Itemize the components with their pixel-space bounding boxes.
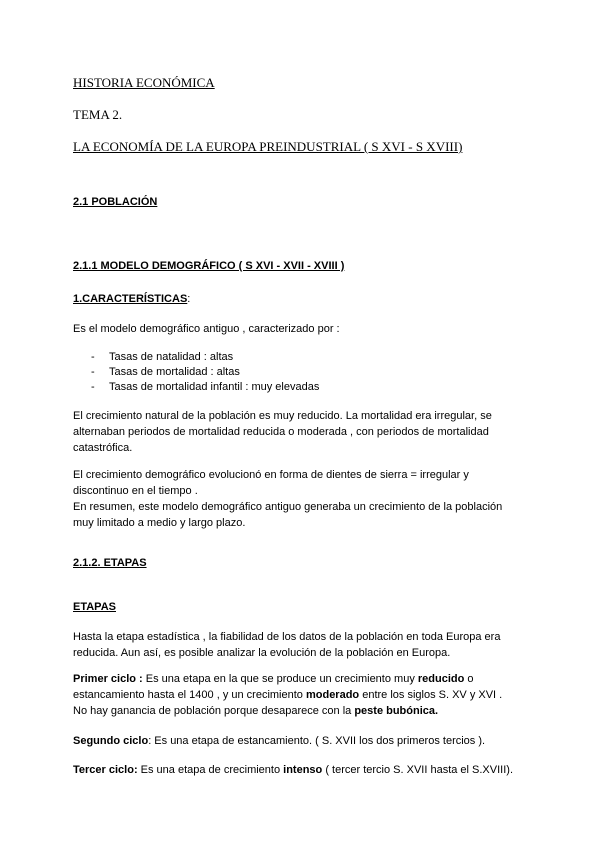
list-item: - Tasas de mortalidad : altas — [91, 365, 319, 380]
text-run: Es una etapa en la que se produce un crecimiento muy — [142, 673, 418, 685]
list-item: - Tasas de natalidad : altas — [91, 350, 319, 365]
document-title: LA ECONOMÍA DE LA EUROPA PREINDUSTRIAL ( S XVI - S XVIII) — [73, 139, 463, 154]
sawtooth-paragraph — [73, 467, 502, 531]
list-item: - Tasas de mortalidad infantil : muy elevadas — [91, 380, 319, 395]
section-heading-2-1: 2.1 POBLACIÓN — [73, 196, 158, 208]
text-run: : Es una etapa de estancamiento. ( S. XVII los dos primeros tercios ). — [148, 735, 486, 747]
characteristics-colon: : — [187, 293, 191, 305]
paragraph-line: alternaban periodos de mortalidad reducida o moderada , con periodos de mortalidad — [73, 426, 489, 438]
bold-run: reducido — [417, 673, 465, 685]
third-cycle-paragraph — [73, 762, 513, 778]
statistics-paragraph — [73, 629, 500, 661]
paragraph-line: muy limitado a medio y largo plazo. — [73, 517, 246, 529]
text-run: entre los siglos S. XV y XVI . — [359, 689, 503, 701]
text-run: ( tercer tercio S. XVII hasta el S.XVIII). — [322, 764, 513, 776]
third-cycle-label: Tercer ciclo: — [73, 764, 138, 776]
characteristics-label: 1.CARACTERÍSTICAS — [73, 293, 188, 305]
characteristics-heading — [73, 293, 190, 305]
paragraph-line: discontinuo en el tiempo . — [73, 485, 198, 497]
intro-paragraph: Es el modelo demográfico antiguo , caracterizado por : — [73, 323, 340, 335]
paragraph-line — [73, 703, 502, 719]
first-cycle-label: Primer ciclo : — [73, 673, 143, 685]
text-run: No hay ganancia de población porque desaparece con la — [73, 705, 355, 717]
stages-heading: ETAPAS — [73, 601, 116, 613]
text-run: o — [464, 673, 474, 685]
paragraph-line: El crecimiento demográfico evolucionó en forma de dientes de sierra = irregular y — [73, 469, 469, 481]
text-run: estancamiento hasta el 1400 , y un crecimiento — [73, 689, 306, 701]
paragraph-line — [73, 671, 502, 687]
subject-title: HISTORIA ECONÓMICA — [73, 75, 215, 90]
rates-list — [91, 350, 319, 395]
paragraph-line: catastrófica. — [73, 442, 133, 454]
text-run: Es una etapa de crecimiento — [137, 764, 284, 776]
paragraph-line — [73, 687, 502, 703]
paragraph-line: En resumen, este modelo demográfico antiguo generaba un crecimiento de la población — [73, 501, 503, 513]
section-heading-2-1-1: 2.1.1 MODELO DEMOGRÁFICO ( S XVI - XVII - XVIII ) — [73, 260, 345, 272]
second-cycle-label: Segundo ciclo — [73, 735, 149, 747]
topic-number: TEMA 2. — [73, 107, 123, 122]
paragraph-line: El crecimiento natural de la población es muy reducido. La mortalidad era irregular, se — [73, 410, 492, 422]
paragraph-line: Hasta la etapa estadística , la fiabilidad de los datos de la población en toda Europa era — [73, 631, 501, 643]
bold-run: moderado — [305, 689, 360, 701]
bold-run: peste bubónica. — [354, 705, 439, 717]
first-cycle-paragraph — [73, 671, 502, 719]
growth-paragraph — [73, 408, 492, 456]
second-cycle-paragraph — [73, 733, 485, 749]
section-heading-2-1-2: 2.1.2. ETAPAS — [73, 557, 147, 569]
paragraph-line: reducida. Aun así, es posible analizar la evolución de la población en Europa. — [73, 647, 451, 659]
bold-run: intenso — [283, 764, 323, 776]
